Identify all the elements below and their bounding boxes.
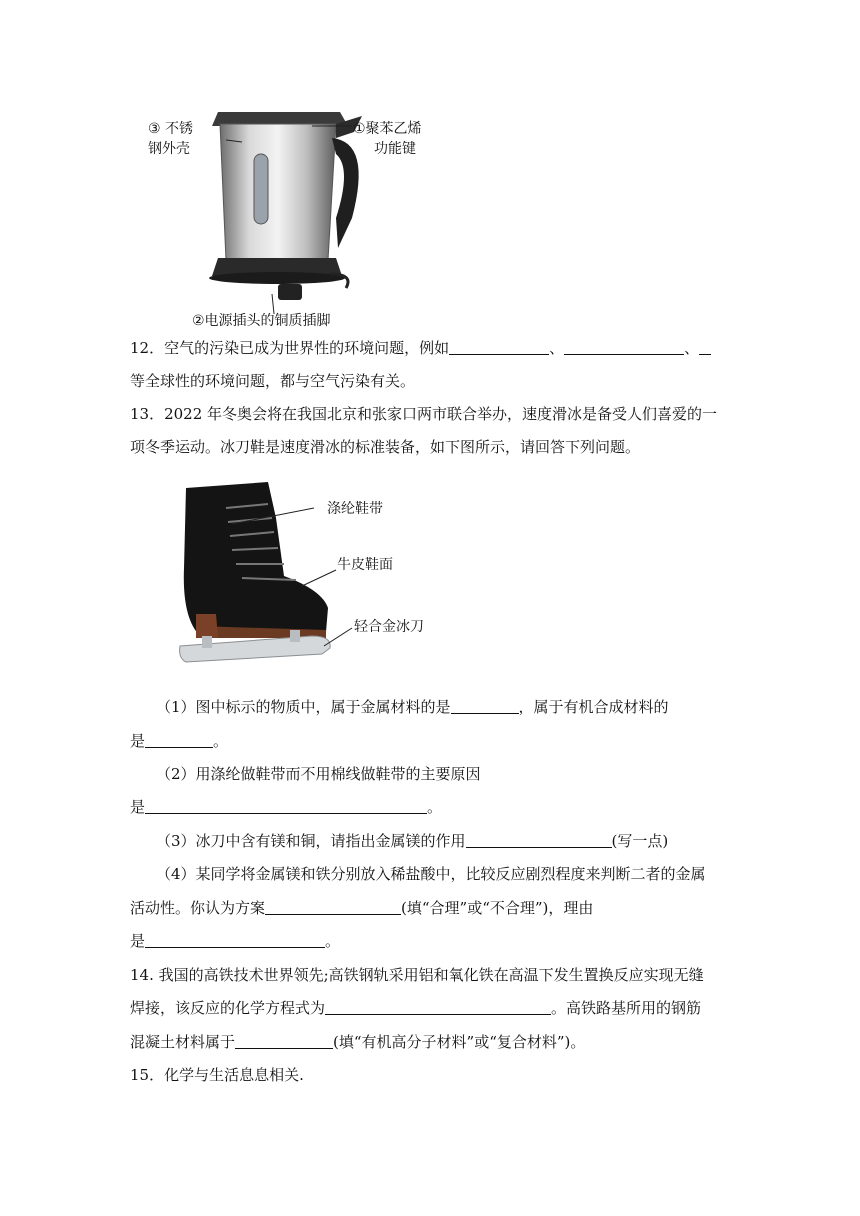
q12-separator: 、: [549, 339, 565, 357]
q14-line2: [130, 997, 701, 1019]
q13-part1-line1: [156, 696, 669, 718]
q12-blank-3[interactable]: [699, 338, 711, 355]
q13-part4-text: 活动性。你认为方案: [130, 899, 266, 917]
q13-part3-line: [156, 830, 668, 852]
q13-part1-text: ，属于有机合成材料的: [518, 698, 669, 716]
q13-part4-line3: [130, 930, 340, 952]
q14-line3: [130, 1031, 585, 1053]
q13-part3-blank[interactable]: [466, 831, 612, 848]
q13-part2-line2: [130, 796, 442, 818]
skate-figure: [172, 478, 424, 674]
q12-line1: [130, 337, 711, 359]
skate-label-blade: 轻合金冰刀: [354, 619, 424, 635]
q14-text: 混凝土材料属于: [130, 1033, 236, 1051]
q14-blank-equation[interactable]: [325, 998, 551, 1015]
q13-part1-line2: [130, 730, 228, 752]
q13-part4-line2: [130, 897, 593, 919]
q14-text: (填“有机高分子材料”或“复合材料”)。: [333, 1033, 586, 1051]
q13-part1-text: 。: [213, 732, 229, 750]
q13-part1-blank-metal[interactable]: [451, 697, 519, 714]
skate-label-laces: 涤纶鞋带: [327, 501, 383, 517]
q13-part2-text: 。: [427, 798, 443, 816]
kettle-label-shell-line2: 钢外壳: [148, 141, 190, 157]
q13-part2-line1: （2）用涤纶做鞋带而不用棉线做鞋带的主要原因: [156, 765, 481, 783]
kettle-label-button-line1: ①聚苯乙烯: [353, 121, 422, 137]
kettle-label-shell-line1: ③ 不锈: [148, 121, 194, 137]
q12-blank-1[interactable]: [449, 338, 549, 355]
q13-part4-blank-plan[interactable]: [265, 898, 401, 915]
q14-text: 。高铁路基所用的钢筋: [551, 999, 702, 1017]
skate-label-leather: 牛皮鞋面: [337, 557, 393, 573]
q13-part4-line1: （4）某同学将金属镁和铁分别放入稀盐酸中，比较反应剧烈程度来判断二者的金属: [156, 865, 706, 883]
q12-line2: 等全球性的环境问题，都与空气污染有关。: [130, 372, 416, 390]
q13-part1-text: 是: [130, 732, 146, 750]
kettle-label-button-line2: 功能键: [374, 141, 416, 157]
q13-part2-text: 是: [130, 798, 146, 816]
q13-part4-text: (填“合理”或“不合理”)，理由: [401, 899, 594, 917]
q12-text: 12．空气的污染已成为世界性的环境问题，例如: [130, 339, 450, 357]
kettle-label-plug: ②电源插头的铜质插脚: [192, 313, 331, 329]
q15-line1: 15．化学与生活息息相关.: [130, 1066, 304, 1084]
q13-part4-text: 是: [130, 932, 146, 950]
q13-part4-blank-reason[interactable]: [145, 931, 325, 948]
q13-part4-text: 。: [325, 932, 341, 950]
q14-blank-material[interactable]: [235, 1032, 333, 1049]
kettle-figure: [140, 98, 422, 338]
q13-part2-blank[interactable]: [145, 797, 427, 814]
q14-text: 焊接，该反应的化学方程式为: [130, 999, 326, 1017]
q12-blank-2[interactable]: [564, 338, 684, 355]
q12-separator: 、: [684, 339, 700, 357]
q13-line1: 13．2022 年冬奥会将在我国北京和张家口两市联合举办，速度滑冰是备受人们喜爱的一: [130, 405, 718, 423]
q13-part1-blank-synthetic[interactable]: [145, 731, 213, 748]
q13-line2: 项冬季运动。冰刀鞋是速度滑冰的标准装备，如下图所示，请回答下列问题。: [130, 438, 641, 456]
q13-part1-text: （1）图中标示的物质中，属于金属材料的是: [156, 698, 451, 716]
q13-part3-text: (写一点): [611, 832, 669, 850]
q14-line1: 14. 我国的高铁技术世界领先;高铁钢轨采用铝和氧化铁在高温下发生置换反应实现无缝: [130, 966, 704, 984]
q13-part3-text: （3）冰刀中含有镁和铜，请指出金属镁的作用: [156, 832, 466, 850]
